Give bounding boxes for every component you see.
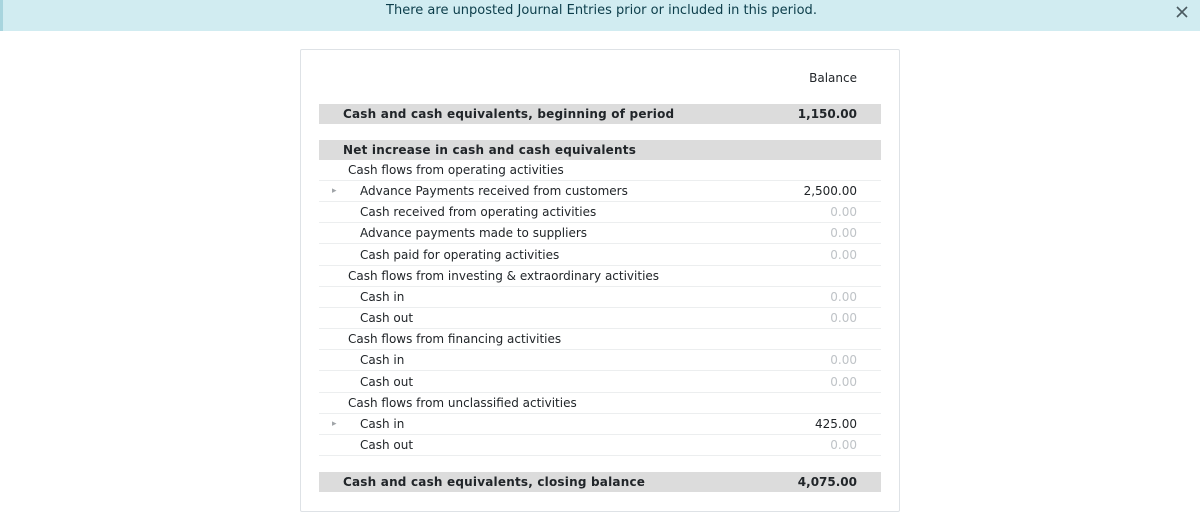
line-label: Cash out: [360, 374, 414, 389]
expand-caret-icon[interactable]: ▸: [332, 418, 337, 429]
line-label: Cash flows from unclassified activities: [348, 395, 577, 410]
line-label: Cash paid for operating activities: [360, 247, 560, 262]
line-label: Advance payments made to suppliers: [360, 226, 588, 241]
closing-balance-label: Cash and cash equivalents, closing balance: [343, 475, 646, 489]
line-label: Cash in: [360, 353, 405, 368]
alert-message: There are unposted Journal Entries prior or included in this period.: [386, 3, 817, 18]
line-value: 0.00: [830, 311, 857, 326]
line-item-row: [319, 287, 881, 308]
line-item-row[interactable]: [319, 414, 881, 435]
section-row: [319, 329, 881, 350]
line-item-row: [319, 435, 881, 456]
section-row: [319, 393, 881, 414]
line-item-row: [319, 245, 881, 266]
line-value: 2,500.00: [803, 184, 857, 199]
line-label: Cash received from operating activities: [360, 205, 597, 220]
line-label: Cash in: [360, 289, 405, 304]
line-label: Cash in: [360, 416, 405, 431]
line-item-row: [319, 372, 881, 393]
beginning-balance-label: Cash and cash equivalents, beginning of period: [343, 107, 675, 121]
line-item-row: [319, 308, 881, 329]
line-item-row: [319, 350, 881, 371]
line-label: Cash out: [360, 437, 414, 452]
line-value: 0.00: [830, 353, 857, 368]
line-item-row[interactable]: [319, 181, 881, 202]
line-item-row: [319, 223, 881, 244]
line-label: Cash flows from operating activities: [348, 163, 564, 177]
net-increase-row: [319, 140, 881, 160]
beginning-balance-row: [319, 104, 881, 124]
line-label: Cash out: [360, 311, 414, 326]
line-value: 0.00: [830, 226, 857, 241]
line-value: 425.00: [815, 416, 857, 431]
closing-balance-value: 4,075.00: [797, 475, 857, 489]
expand-caret-icon[interactable]: ▸: [332, 186, 337, 197]
line-value: 0.00: [830, 205, 857, 220]
section-row: [319, 266, 881, 287]
balance-column-header: Balance: [809, 71, 857, 85]
line-value: 0.00: [830, 289, 857, 304]
line-value: 0.00: [830, 374, 857, 389]
closing-balance-row: [319, 472, 881, 492]
net-increase-label: Net increase in cash and cash equivalents: [343, 143, 637, 157]
close-icon[interactable]: [1174, 4, 1190, 20]
line-value: 0.00: [830, 247, 857, 262]
line-value: 0.00: [830, 437, 857, 452]
beginning-balance-value: 1,150.00: [797, 107, 857, 121]
line-label: Cash flows from investing & extraordinary activities: [348, 268, 660, 283]
line-label: Advance Payments received from customers: [360, 184, 628, 199]
unposted-entries-alert: [0, 0, 1200, 31]
section-row: [319, 160, 881, 181]
line-label: Cash flows from financing activities: [348, 332, 562, 347]
line-item-row: [319, 202, 881, 223]
